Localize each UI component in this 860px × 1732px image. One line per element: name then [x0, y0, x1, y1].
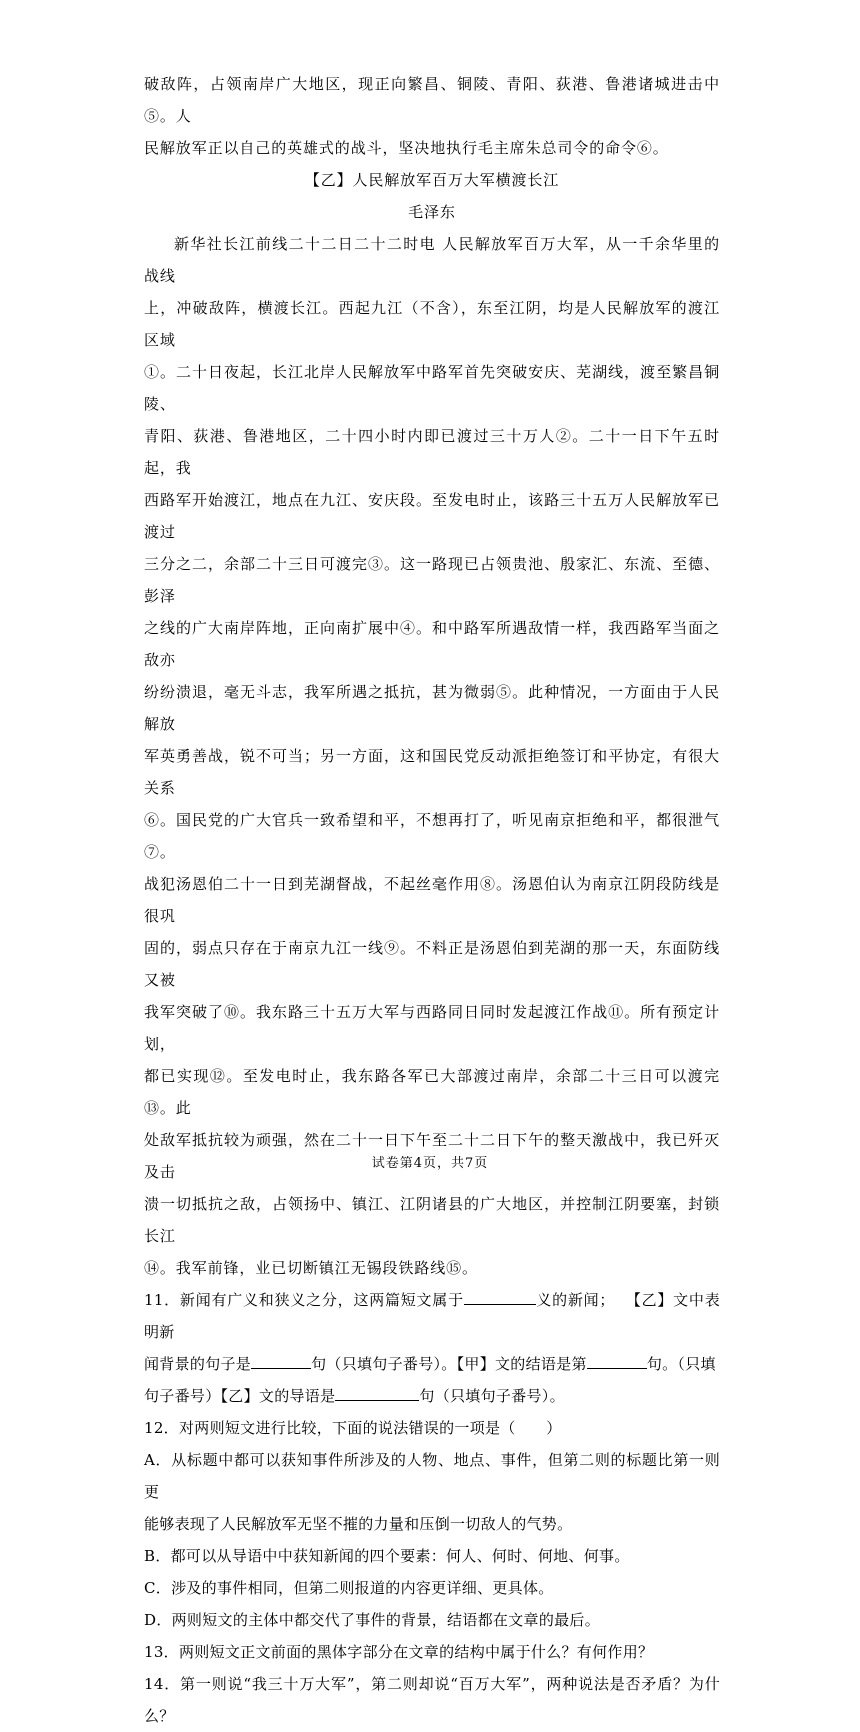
question-text: 义的新闻； [535, 1291, 615, 1309]
article-b-line: 战犯汤恩伯二十一日到芜湖督战，不起丝毫作用⑧。汤恩伯认为南京江阴段防线是很巩 [144, 875, 720, 925]
question-text: 句子番号）【乙】文的导语是 [144, 1387, 336, 1405]
answer-blank[interactable] [464, 1286, 536, 1305]
question-14: 14．第一则说“我三十万大军”，第二则却说“百万大军”，两种说法是否矛盾？为什么？ [144, 1675, 720, 1725]
article-b-line: ⑥。国民党的广大官兵一致希望和平，不想再打了，听见南京拒绝和平，都很泄气⑦。 [144, 811, 720, 861]
question-text: 11．新闻有广义和狭义之分，这两篇短文属于 [144, 1291, 464, 1309]
option-c[interactable]: C．涉及的事件相同，但第二则报道的内容更详细、更具体。 [144, 1579, 554, 1597]
option-a-cont: 能够表现了人民解放军无坚不摧的力量和压倒一切敌人的气势。 [144, 1515, 573, 1533]
question-11-line [144, 1348, 720, 1380]
article-b-line: ①。二十日夜起，长江北岸人民解放军中路军首先突破安庆、芜湖线，渡至繁昌铜陵、 [144, 363, 720, 413]
article-b-body [144, 228, 720, 1284]
question-11-line [144, 1380, 720, 1412]
question-11-line [144, 1284, 720, 1348]
article-b-line: ⑭。我军前锋，业已切断镇江无锡段铁路线⑮。 [144, 1259, 478, 1277]
article-b-title: 【乙】人民解放军百万大军横渡长江 [304, 171, 560, 189]
article-b-line: 青阳、荻港、鲁港地区，二十四小时内即已渡过三十万人②。二十一日下午五时起，我 [144, 427, 720, 477]
question-12-stem: 12．对两则短文进行比较，下面的说法错误的一项是（ ） [144, 1419, 562, 1437]
question-text: 句。（只填 [646, 1355, 716, 1373]
article-b-line: 三分之二，余部二十三日可渡完③。这一路现已占领贵池、殷家汇、东流、至德、彭泽 [144, 555, 720, 605]
question-12 [144, 1412, 720, 1636]
page-content [144, 68, 720, 1732]
article-a-tail-line: 民解放军正以自己的英雄式的战斗，坚决地执行毛主席朱总司令的命令⑥。 [144, 139, 669, 157]
article-b-line: 固的，弱点只存在于南京九江一线⑨。不料正是汤恩伯到芜湖的那一天，东面防线又被 [144, 939, 720, 989]
question-text: 句（只填句子番号）。【甲】文的结语是第 [311, 1355, 587, 1373]
article-b-author: 毛泽东 [408, 203, 456, 221]
article-b-line: 处敌军抵抗较为顽强，然在二十一日下午至二十二日下午的整天激战中，我已歼灭及击 [144, 1131, 720, 1181]
article-b-line: 我军突破了⑩。我东路三十五万大军与西路同日同时发起渡江作战⑪。所有预定计划， [144, 1003, 720, 1053]
article-b-line: 军英勇善战，锐不可当；另一方面，这和国民党反动派拒绝签订和平协定，有很大关系 [144, 747, 720, 797]
option-d[interactable]: D．两则短文的主体中都交代了事件的背景，结语都在文章的最后。 [144, 1611, 601, 1629]
question-text: 句（只填句子番号）。 [419, 1387, 565, 1405]
article-b-line: 之线的广大南岸阵地，正向南扩展中④。和中路军所遇敌情一样，我西路军当面之敌亦 [144, 619, 720, 669]
article-b-line: 新华社长江前线二十二日二十二时电 人民解放军百万大军，从一千余华里的战线 [144, 235, 720, 285]
question-11 [144, 1284, 720, 1412]
article-b-line: 西路军开始渡江，地点在九江、安庆段。至发电时止，该路三十五万人民解放军已渡过 [144, 491, 720, 541]
option-a[interactable]: A．从标题中都可以获知事件所涉及的人物、地点、事件，但第二则的标题比第一则更 [144, 1451, 720, 1501]
article-b-line: 纷纷溃退，毫无斗志，我军所遇之抵抗，甚为微弱⑤。此种情况，一方面由于人民解放 [144, 683, 720, 733]
article-b-line: 溃一切抵抗之敌，占领扬中、镇江、江阴诸县的广大地区，并控制江阴要塞，封锁长江 [144, 1195, 720, 1245]
page-footer: 试卷第4页，共7页 [371, 1156, 489, 1171]
article-b-line: 上，冲破敌阵，横渡长江。西起九江（不含），东至江阴，均是人民解放军的渡江区域 [144, 299, 720, 349]
answer-blank[interactable] [587, 1350, 647, 1369]
article-b-line: 都已实现⑫。至发电时止，我东路各军已大部渡过南岸，余部二十三日可以渡完⑬。此 [144, 1067, 720, 1117]
option-b[interactable]: B．都可以从导语中中获知新闻的四个要素：何人、何时、何地、何事。 [144, 1547, 630, 1565]
question-13: 13．两则短文正文前面的黑体字部分在文章的结构中属于什么？有何作用？ [144, 1643, 654, 1661]
question-text: 闻背景的句子是 [144, 1355, 252, 1373]
answer-blank[interactable] [251, 1350, 311, 1369]
answer-blank[interactable] [335, 1382, 419, 1401]
question-text: 【乙】文中表明新 [144, 1291, 720, 1341]
article-a-tail-line: 破敌阵，占领南岸广大地区，现正向繁昌、铜陵、青阳、荻港、鲁港诸城进击中⑤。人 [144, 75, 720, 125]
